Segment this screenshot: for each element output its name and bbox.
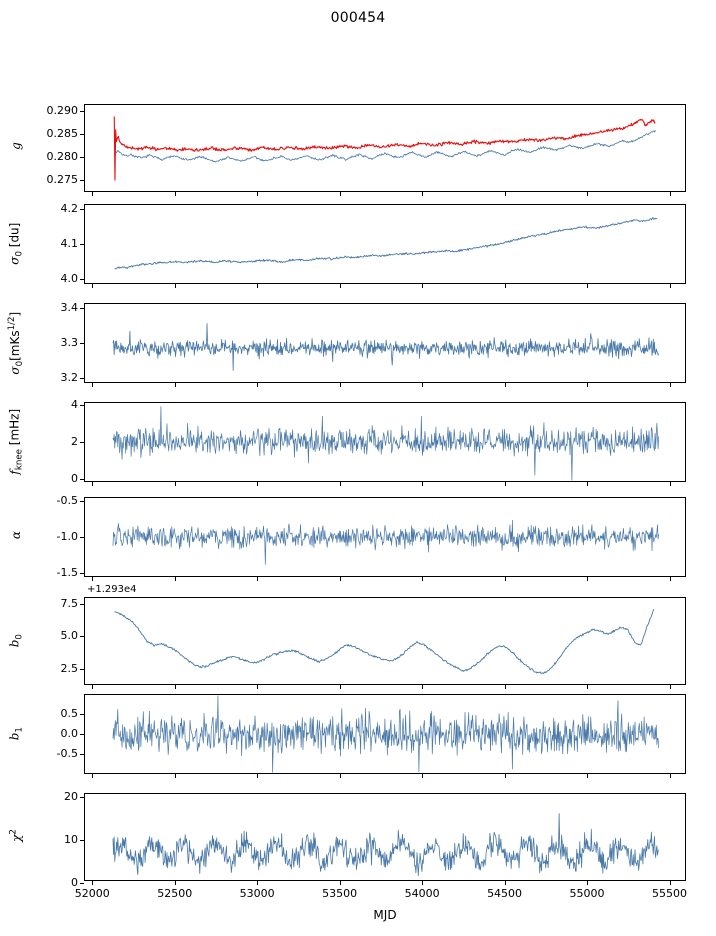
y-axis-label: $f_{knee}$ [mHz] [7, 408, 25, 475]
x-tick-mark [92, 774, 93, 778]
y-tick-label: 4.0 [60, 271, 78, 285]
plot-panel-sigma0_mK [84, 303, 686, 383]
y-tick-mark [80, 134, 84, 135]
x-tick-mark [175, 577, 176, 581]
x-tick-mark [422, 192, 423, 196]
y-tick-label: 2.5 [60, 662, 78, 676]
x-tick-mark [505, 482, 506, 486]
x-tick-mark [587, 577, 588, 581]
y-tick-mark [80, 537, 84, 538]
x-tick-label: 55500 [652, 887, 687, 900]
y-tick-mark [80, 714, 84, 715]
x-tick-mark [587, 383, 588, 387]
x-tick-mark [670, 881, 671, 885]
y-tick-mark [80, 180, 84, 181]
x-tick-mark [175, 284, 176, 288]
x-tick-mark [670, 774, 671, 778]
y-tick-label: 0.290 [46, 103, 78, 117]
y-tick-label: 0.280 [46, 150, 78, 164]
y-tick-mark [80, 378, 84, 379]
x-tick-mark [175, 881, 176, 885]
y-tick-label: 7.5 [60, 596, 78, 610]
x-tick-mark [340, 383, 341, 387]
x-tick-mark [340, 192, 341, 196]
x-tick-mark [587, 482, 588, 486]
x-tick-mark [422, 482, 423, 486]
y-tick-mark [80, 840, 84, 841]
x-tick-mark [92, 685, 93, 689]
x-tick-label: 53000 [239, 887, 275, 900]
x-tick-mark [175, 685, 176, 689]
y-axis-label: $b_1$ [7, 727, 25, 741]
x-tick-mark [340, 881, 341, 885]
y-tick-label: 0.0 [60, 727, 78, 740]
y-axis-label: $b_0$ [7, 634, 25, 648]
y-tick-label: 5.0 [60, 629, 78, 643]
x-tick-mark [340, 685, 341, 689]
x-tick-mark [587, 774, 588, 778]
x-tick-mark [422, 685, 423, 689]
y-tick-mark [80, 883, 84, 884]
y-tick-mark [80, 244, 84, 245]
x-tick-mark [587, 881, 588, 885]
plot-panel-chi2 [84, 793, 686, 881]
y-tick-label: 0.5 [60, 707, 78, 720]
x-tick-mark [670, 383, 671, 387]
x-tick-mark [422, 383, 423, 387]
y-tick-label: 10 [64, 833, 78, 847]
series-line-f_knee [113, 407, 659, 481]
x-tick-mark [257, 482, 258, 486]
y-tick-label: 4.2 [60, 202, 78, 216]
y-tick-mark [80, 734, 84, 735]
x-tick-mark [340, 774, 341, 778]
y-tick-mark [80, 442, 84, 443]
series-line-data [114, 116, 655, 180]
x-tick-mark [257, 192, 258, 196]
y-tick-mark [80, 669, 84, 670]
x-tick-mark [422, 774, 423, 778]
x-tick-mark [505, 383, 506, 387]
plot-panel-model [84, 104, 686, 192]
y-tick-mark [80, 279, 84, 280]
x-tick-mark [257, 383, 258, 387]
y-tick-label: 4.1 [60, 237, 78, 250]
x-tick-mark [505, 685, 506, 689]
x-tick-mark [505, 192, 506, 196]
x-tick-label: 55000 [569, 887, 605, 900]
y-axis-label: α [9, 530, 23, 540]
y-tick-label: 0 [71, 876, 78, 890]
x-tick-mark [587, 284, 588, 288]
y-tick-mark [80, 343, 84, 344]
x-tick-mark [505, 881, 506, 885]
x-tick-mark [422, 881, 423, 885]
x-tick-mark [670, 284, 671, 288]
x-tick-mark [505, 577, 506, 581]
series-line-sigma0_mK [113, 324, 659, 371]
x-tick-mark [92, 383, 93, 387]
y-tick-label: -1.5 [56, 565, 78, 579]
series-line-alpha [113, 520, 659, 564]
x-tick-mark [92, 577, 93, 581]
x-tick-mark [422, 284, 423, 288]
y-tick-label: -0.5 [56, 494, 78, 508]
y-tick-mark [80, 405, 84, 406]
y-axis-label: $\sigma_0[mKs^{1/2}]$ [6, 311, 26, 375]
y-tick-mark [80, 479, 84, 480]
x-tick-mark [587, 685, 588, 689]
x-tick-mark [587, 192, 588, 196]
y-tick-label: 0 [71, 472, 78, 486]
x-tick-mark [505, 774, 506, 778]
x-tick-label: 54500 [487, 887, 523, 900]
y-tick-label: -0.5 [56, 747, 78, 760]
plot-panel-alpha [84, 497, 686, 577]
plot-panel-f_knee [84, 402, 686, 482]
series-line-b0 [115, 609, 654, 673]
x-tick-label: 53500 [322, 887, 358, 900]
x-tick-mark [92, 192, 93, 196]
y-tick-mark [80, 636, 84, 637]
y-tick-label: 0.285 [46, 127, 78, 141]
x-tick-mark [670, 192, 671, 196]
y-tick-label: 0.275 [46, 173, 78, 187]
x-tick-mark [175, 774, 176, 778]
x-tick-mark [175, 192, 176, 196]
y-tick-mark [80, 604, 84, 605]
y-axis-offset-label: +1.293e4 [87, 584, 137, 595]
y-tick-mark [80, 209, 84, 210]
y-tick-mark [80, 501, 84, 502]
y-tick-mark [80, 754, 84, 755]
y-tick-mark [80, 797, 84, 798]
x-tick-mark [175, 383, 176, 387]
y-tick-mark [80, 157, 84, 158]
y-axis-label: g [9, 142, 23, 150]
plot-panel-sigma0 [84, 204, 686, 284]
plot-panel-b0 [84, 597, 686, 685]
x-tick-mark [670, 577, 671, 581]
x-tick-mark [257, 284, 258, 288]
y-tick-mark [80, 573, 84, 574]
x-tick-mark [92, 881, 93, 885]
x-tick-label: 52500 [157, 887, 193, 900]
series-line-b1 [113, 696, 659, 772]
y-tick-mark [80, 308, 84, 309]
figure-title: 000454 [330, 10, 386, 26]
x-tick-mark [92, 284, 93, 288]
series-line-sigma0 [115, 218, 657, 269]
x-tick-mark [257, 577, 258, 581]
series-line-chi2 [113, 814, 659, 876]
plot-panel-b1 [84, 694, 686, 774]
x-tick-mark [175, 482, 176, 486]
y-tick-label: 3.2 [60, 370, 78, 384]
x-tick-mark [340, 284, 341, 288]
y-axis-label: $\chi^2$ [8, 829, 24, 842]
y-tick-label: 4 [71, 397, 78, 411]
y-tick-label: 20 [64, 790, 78, 804]
x-tick-mark [670, 482, 671, 486]
x-tick-mark [422, 577, 423, 581]
y-tick-mark [80, 111, 84, 112]
x-tick-mark [340, 482, 341, 486]
x-tick-label: 52000 [74, 887, 110, 900]
x-tick-mark [340, 577, 341, 581]
y-axis-label: $\sigma_0$ [du] [7, 222, 25, 265]
x-tick-label: 54000 [404, 887, 440, 900]
y-tick-label: 3.3 [60, 336, 78, 349]
x-tick-mark [92, 482, 93, 486]
x-tick-mark [505, 284, 506, 288]
x-tick-mark [257, 881, 258, 885]
y-tick-label: 2 [71, 435, 78, 448]
x-tick-mark [257, 685, 258, 689]
y-tick-label: 3.4 [60, 301, 78, 315]
y-tick-label: -1.0 [56, 530, 78, 543]
x-tick-mark [670, 685, 671, 689]
x-axis-label: MJD [373, 908, 397, 922]
x-tick-mark [257, 774, 258, 778]
